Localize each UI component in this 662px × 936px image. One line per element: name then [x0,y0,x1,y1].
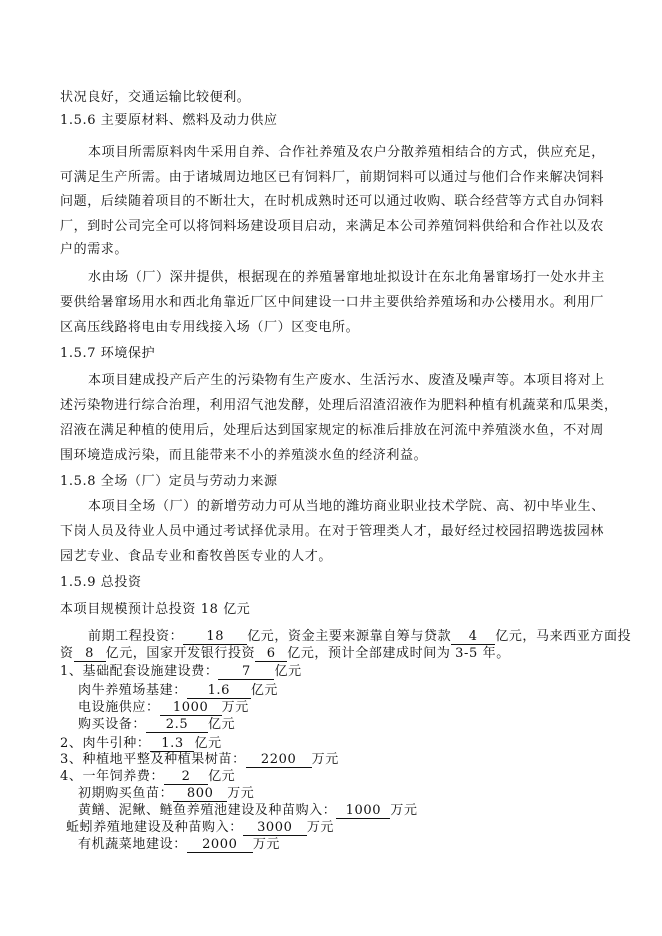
item-value: 1.6 [187,684,251,699]
invest-text: 亿元，资金主要来源靠自筹与贷款 [247,629,452,644]
invest-value: 6 [255,647,287,662]
item-value: 800 [173,787,227,802]
item-label: 黄鳝、泥鳅、鲢鱼养殖池建设及种苗购入： [78,803,337,818]
paragraph-line: 沼液在满足种植的使用后，处理后达到国家规定的标准后排放在河流中养殖淡水鱼，不对周 [60,423,605,438]
item-value: 2 [164,770,208,785]
item-label: 1、基础配套设施建设费： [60,664,219,679]
invest-item [78,786,254,802]
item-label: 电设施供应： [78,700,160,715]
invest-item [60,752,339,768]
item-label: 蚯蚓养殖地建设及种苗购入： [66,820,243,835]
invest-item [78,700,249,716]
invest-value: 8 [74,647,106,662]
invest-item [66,820,334,836]
item-unit: 万元 [306,820,335,835]
item-label: 3、种植地平整及种植果树苗： [60,752,246,767]
invest-value: 4 [451,630,495,645]
section-heading: 1.5.7 环境保护 [60,346,156,361]
paragraph-line: 本项目所需原料肉牛采用自养、合作社养殖及农户分散养殖相结合的方式，供应充足， [88,145,605,160]
invest-item [78,837,280,853]
invest-item [60,736,222,752]
paragraph-line: 述污染物进行综合治理，利用沼气池发酵，处理后沼渣沼液作为肥料种植有机蔬菜和瓜果类， [60,398,618,413]
item-value: 2000 [187,838,253,853]
paragraph-line: 水由场（厂）深井提供，根据现在的养殖暑窜地址拟设计在东北角暑窜场打一处水井主 [88,270,605,285]
item-value: 1000 [336,804,390,819]
item-unit: 亿元 [208,769,236,784]
paragraph-line: 本项目全场（厂）的新增劳动力可从当地的潍坊商业职业技术学院、高、初中毕业生、 [88,499,605,514]
item-label: 肉牛养殖场基建： [78,683,187,698]
paragraph-line: 状况良好，交通运输比较便利。 [60,90,251,105]
item-label: 2、肉牛引种： [60,736,151,751]
item-unit: 万元 [311,752,339,767]
paragraph-line: 本项目规模预计总投资 18 亿元 [60,602,251,617]
paragraph-line: 围环境造成污染，而且能带来不小的养殖淡水鱼的经济利益。 [60,448,428,463]
item-value: 3000 [243,821,307,836]
item-label: 初期购买鱼苗： [78,786,174,801]
paragraph-line: 园艺专业、食品专业和畜牧兽医专业的人才。 [60,549,333,564]
invest-item [60,769,235,785]
invest-line [88,629,631,645]
paragraph-line: 区高压线路将电由专用线接入场（厂）区变电所。 [60,320,360,335]
item-label: 4、一年饲养费： [60,769,165,784]
paragraph-line: 可满足生产所需。由于诸城周边地区已有饲料厂，前期饲料可以通过与他们合作来解决饲料 [60,170,605,185]
item-unit: 万元 [390,803,418,818]
item-value: 1.3 [150,737,194,752]
item-value: 7 [218,665,274,680]
item-unit: 亿元 [250,683,279,698]
invest-item [78,803,418,819]
invest-item [60,664,302,680]
item-value: 2200 [246,753,312,768]
invest-value: 18 [183,630,247,645]
item-label: 购买设备： [78,717,147,732]
item-unit: 亿元 [208,717,236,732]
item-label: 有机蔬菜地建设： [78,837,187,852]
item-value: 1000 [160,701,222,716]
paragraph-line: 本项目建成投产后产生的污染物有生产废水、生活污水、废渣及噪声等。本项目将对上 [88,373,605,388]
invest-text: 亿元，预计全部建成时间为 3-5 年。 [287,646,510,661]
paragraph-line: 问题，后续随着项目的不断壮大，在时机成熟时还可以通过收购、联合经营等方式自办饲料 [60,194,605,209]
invest-text: 亿元，国家开发银行投资 [105,646,256,661]
item-unit: 万元 [252,837,281,852]
invest-item [78,717,235,733]
section-heading: 1.5.9 总投资 [60,575,142,590]
item-unit: 亿元 [274,664,302,679]
invest-text: 前期工程投资： [88,629,184,644]
invest-line [60,646,510,662]
invest-text: 资 [60,646,74,661]
item-unit: 万元 [221,700,249,715]
item-value: 2.5 [146,718,208,733]
section-heading: 1.5.8 全场（厂）定员与劳动力来源 [60,474,278,489]
invest-text: 亿元，马来西亚方面投 [495,629,632,644]
item-unit: 亿元 [194,736,222,751]
paragraph-line: 要供给暑窜场用水和西北角靠近厂区中间建设一口井主要供给养殖场和办公楼用水。利用厂 [60,295,605,310]
paragraph-line: 下岗人员及待业人员中通过考试择优录用。在对于管理类人才，最好经过校园招聘选拔园林 [60,524,605,539]
item-unit: 万元 [227,786,255,801]
paragraph-line: 厂，到时公司完全可以将饲料场建设项目启动，来满足本公司养殖饲料供给和合作社以及农 [60,219,605,234]
invest-item [78,683,278,699]
section-heading: 1.5.6 主要原材料、燃料及动力供应 [60,113,278,128]
paragraph-line: 户的需求。 [60,242,129,257]
